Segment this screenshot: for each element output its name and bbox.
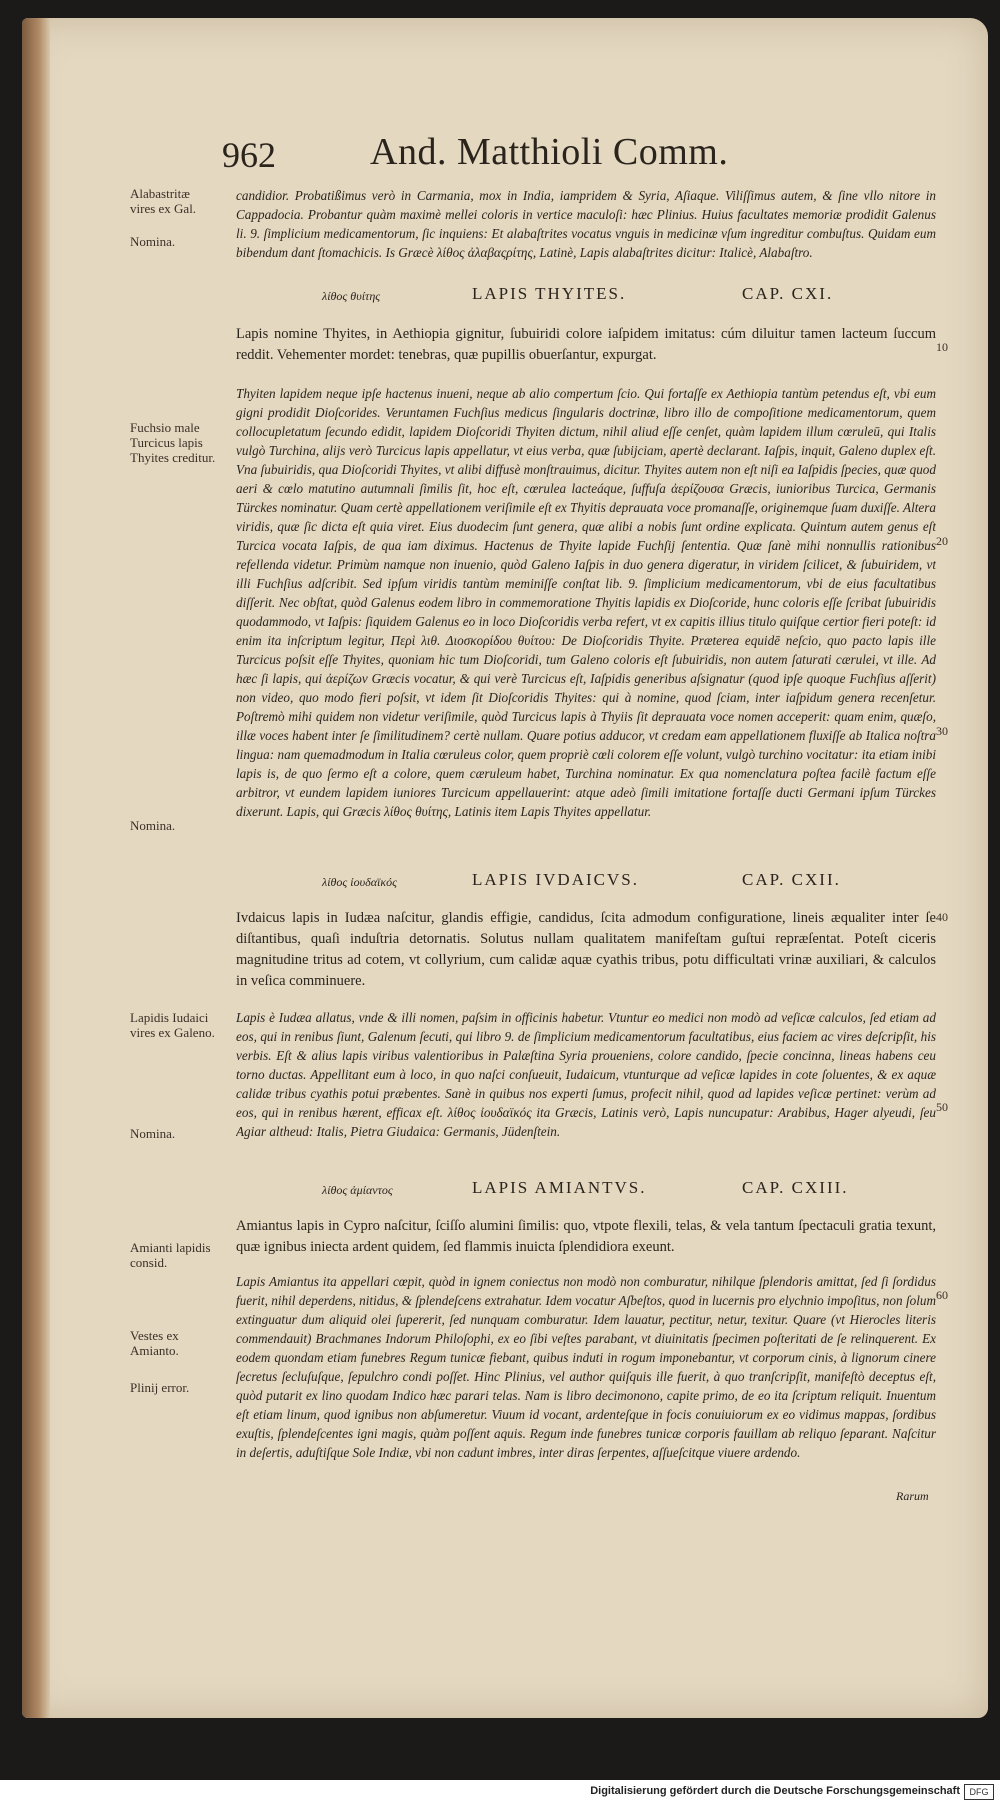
chapter-greek-name: λίθος ἰουδαϊκός [322,875,397,889]
line-number: 50 [936,1100,948,1114]
running-head: And. Matthioli Comm. [370,131,729,173]
line-number: 20 [936,534,948,548]
margin-note: Fuchsio male Turcicus lapis Thyites creditur. [130,420,216,465]
chapter-lead-text: Ivdaicus lapis in Iudæa naſcitur, glandis effigie, candidus, ſcita admodum configuratione, lineis æqualiter inter ſe diſtantibus, quaſi induſtria detornatis. Solutus nullam qualitatem manifeſtam guſtui repræſentat. Poteſt ciceris magnitudine tritus ad cotem, vt collyrium, cum calidæ aquæ cyathis tribus, potu difficultati vrinæ auxiliari, & calculos in veſica comminuere. [236,910,936,989]
margin-note: Nomina. [130,1126,176,1141]
margin-note: Alabastritæ vires ex Gal. [130,186,197,216]
footer-credit-text: Digitalisierung gefördert durch die Deutsche Forschungsgemeinschaft [590,1785,960,1797]
margin-note: Plinij error. [130,1380,190,1395]
line-number: 30 [936,724,948,738]
chapter-lead-text: Lapis nomine Thyites, in Aethiopia gignitur, ſubuiridi colore iaſpidem imitatus: cúm diluitur tamen lacteum ſuccum reddit. Vehementer mordet: tenebras, quæ pupillis obuerſantur, expurgat. [236,326,936,363]
margin-note: Nomina. [130,234,176,249]
chapter-commentary: Lapis è Iudæa allatus, vnde & illi nomen, paſsim in officinis habetur. Vtuntur eo medici non modò ad veſicæ calculos, ſed etiam ad eos, qui in renibus ſiunt, Galenum ſecuti, qui libro 9. de ſimplicium medicamentorum facultatibus, eius faciem ac vires deſcripſit, his verbis. Eſt & alius lapis viribus valentioribus in Palæſtina Syria proueniens, colore candido, ſpecie concinna, lineas habens ceu torno ductas. Appellitant eum à loco, in quo naſci conſueuit, Iudaicum, vtunturque ad veſicæ lapides in cote ſoluentes, & ex aquæ calidæ tribus cyathis potui præbentes. Sanè in quibus nos experti ſumus, profecit nihil, quod ad lapides veſicæ pertinet: verùm ad eos, qui in renibus hærent, efficax eſt. λίθος ἰουδαϊκός ita Græcis, Latinis verò, Lapis nuncupatur: Arabibus, Hager alyeudi, ſeu Agiar altheud: Italis, Pietra Giudaica: Germanis, Jüdenſtein. [236,1010,936,1139]
dfg-logo-icon: DFG [964,1784,994,1800]
chapter-number: CAP. CXI. [742,284,834,303]
chapter-greek-name: λίθος ἀμίαντος [322,1183,393,1197]
page-number: 962 [222,135,276,175]
chapter-heading [142,1178,922,1202]
chapter-greek-name: λίθος θυίτης [322,289,381,303]
chapter-heading [142,284,922,308]
margin-note: Nomina. [130,818,176,833]
line-number: 10 [936,340,948,354]
chapter-title: LAPIS THYITES. [472,284,627,303]
chapter-lead-text: Amiantus lapis in Cypro naſcitur, ſciſſo alumini ſimilis: quo, vtpote flexili, telas, & vela tantum ſpectaculi gratia texunt, quæ ignibus iniecta ardent quidem, ſed flammis inuicta ſplendidiora exeunt. [236,1218,936,1255]
catchword: Rarum [896,1489,929,1503]
intro-paragraph: candidior. Probatißimus verò in Carmania, mox in India, iampridem & Syria, Aſiaque. Viliſſimus autem, & ſine vllo nitore in Cappadocia. Probantur quàm maximè mellei coloris in vertice maculoſi: hæc Plinius. Huius facultates memoriæ prodidit Galenus li. 9. ſimplicium medicamentorum, ſic inquiens: Et alabaſtrites vocatus vnguis in medicinæ vſum ingreditur combuſtus. Quidam eum bibendum dant ſtomachicis. Is Græcè λίθος ἀλαβαςρίτης, Latinè, Lapis alabaſtrites dicitur: Italicè, Alabaſtro. [236,188,936,260]
chapter-commentary: Thyiten lapidem neque ipſe hactenus inueni, neque ab alio compertum ſcio. Qui fortaſſe ex Aethiopia tantùm petendus eſt, vbi eum gigni prodidit Dioſcorides. Veruntamen Fuchſius medicus ſingularis doctrinæ, libro illo de compoſitione medicamentorum, quem collocupletatum ſecundo edidit, lapidem Dioſcoridi Thyiten dictum, nihil aliud eſſe cenſet, quàm lapidem illum cœruleū, qui Italis vulgò Turchina, alijs verò Turcicus lapis appellatur, vt eius verba, quæ ſubijciam, apertè declarant. Iaſpis, inquit, Galeno duplex eſt. Vna ſubuiridis, qua Dioſcoridi Thyites, vt alibi diffusè monſtrauimus, dicitur. Thyites autem non eſt niſi ea Iaſpidis ſpecies, quæ quod aeri & cœlo matutino autumnali ſimilis ſit, hoc eſt, cœrulea lacteáque, ſuffuſa ἀερίζουσα Græcis, iunioribus Turcica, Germanis Türckes nominatur. Quam certè appellationem veriſimile eſt ex Thyitis deprauata voce promanaſſe, originemque ſuam duxiſſe. Altera viridis, quæ ſic dicta eſt quia viret. Eius duodecim ſunt genera, quæ alibi a nobis ſunt ordine explicata. Quintum autem genus eſt Turcica vocata Iaſpis, de qua iam diximus. Hactenus de Thyite lapide Fuchſij ſententia. Quæ ſanè mihi nonnullis rationibus refellenda videtur. Primùm namque non inuenio, quòd Galeno Iaſpis in duo genera digeratur, in viridem ſcilicet, & ſubuiridem, vt illi Fuchſius adſcribit. Sed ipſum viridis tantùm meminiſſe conſtat lib. 9. ſimplicium medicamentorum, vbi de eius facultatibus diſſerit. Nec obſtat, quòd Galenus eodem libro in commemoratione Thyitis lapidis ex Dioſcoride, hunc coloris eſſe ſcribat ſubuiridis quodammodo, vt Iaſpis: ſiquidem Galenus eo in loco Dioſcoridis verba refert, vt ex capitis illius titulo quiſque certior fieri poteſt: id enim ita inſcriptum legitur, Περὶ λιθ. Διοσκορίδου θυίτου: De Dioſcoridis Thyite. Præterea equidē neſcio, quo pacto lapis ille Turcicus poſsit eſſe Thyites, quoniam hic tum Dioſcoridi, tum Galeno coloris eſt ſubuiridis, non autem ſaturati cærulei, vt ille. Ad hæc ſi lapis, qui ἀερίζων Græcis vocatur, & qui verè Turcicus eſt, Iaſpidis generibus aſsignatur (quod ipſe quoque Fuchſius aſſerit) non video, quo modo fieri poſsit, vt idem ſit Dioſcoridis Thyites: qui à nomine, quod ſciam, inter iaſpidum genera recenſetur. Poſtremò mihi quidem non videtur veriſimile, quòd Turcicus lapis à Thyiis ſit deprauata voce nomen acceperit: quam enim, quæſo, illæ voces habent inter ſe ſimilitudinem? certè nullam. Quare potius adducor, vt credam eam appellationem fluxiſſe ab Italica noſtra lingua: nam quemadmodum in Italia cœruleus color, quem propriè cœli colorem eſſe volunt, vulgò turchino vocitatur: ita etiam inibi lapis is, de quo ſermo eſt a colore, quem cæruleum habet, Turchina nominatur. Ex qua nomenclatura poſtea facilè factum eſſe arbitror, vt eundem lapidem iuniores Turcicum appellauerint: atque adeò ſimili imitatione fortaſſe ducti Germani ipſum Türckes dixerunt. Lapis, qui Græcis λίθος θυίτης, Latinis item Lapis Thyites appellatur. [236,386,936,819]
margin-note: Amianti lapidis consid. [130,1240,211,1270]
chapter-heading [142,870,922,894]
book-page [22,18,988,1718]
margin-note: Vestes ex Amianto. [130,1328,179,1358]
line-number: 40 [936,910,948,924]
chapter-title: LAPIS IVDAICVS. [472,870,639,889]
chapter-number: CAP. CXIII. [742,1178,849,1197]
margin-note: Lapidis Iudaici vires ex Galeno. [130,1010,215,1040]
line-number: 60 [936,1288,948,1302]
page-header [222,130,782,182]
chapter-title: LAPIS AMIANTVS. [472,1178,647,1197]
chapter-commentary: Lapis Amiantus ita appellari cœpit, quòd in ignem coniectus non modò non comburatur, nihilque ſplendoris amittat, ſed ſi ſordidus fuerit, nihil deperdens, nitidus, & ſplendeſcens extrahatur. Idem vocatur Aſbeſtos, quod in lucernis pro elychnio impoſitus, non ſolum extinguatur dum aliquid olei ſupererit, ſed nunquam comburatur. Idem lauatur, pectitur, netur, texitur. Quare (vt Hierocles literis commendauit) Brachmanes Indorum Philoſophi, ex eo ſibi veſtes parabant, vt diuinitatis ſpecimen poſteritati de ſe relinquerent. Ex eodem quondam etiam funebres Regum tunicæ fiebant, quibus induti in rogum imponebantur, vt corporum cinis, à lignorum cinere ſecretus ſecluſuſque, ſepulchro condi poſſet. Hinc Plinius, vel author quiſquis ille fuerit, à quo tranſcripſit, manifeſtò deceptus eſt, quòd putarit ex lino quodam Indico hæc parari telas. Nam is libro decimonono, capite primo, de eo ita ſcriptum reliquit. Inuentum eſt etiam linum, quod ignibus non abſumeretur. Viuum id vocant, ardenteſque in focis conuiuiorum ex eo vidimus mappas, ſordibus exuſtis, ſplendeſcentes igni magis, quàm poſſent aquis. Regum inde funebres tunicæ corporis fauillam ab reliquo ſeparant. Naſcitur in deſertis, aduſtiſque Sole Indiæ, vbi non cadunt imbres, inter diras ſerpentes, aſſueſcitque viuere ardendo. [236,1274,936,1460]
digitization-footer [0,1780,1000,1804]
chapter-number: CAP. CXII. [742,870,841,889]
book-spine [22,18,50,1718]
